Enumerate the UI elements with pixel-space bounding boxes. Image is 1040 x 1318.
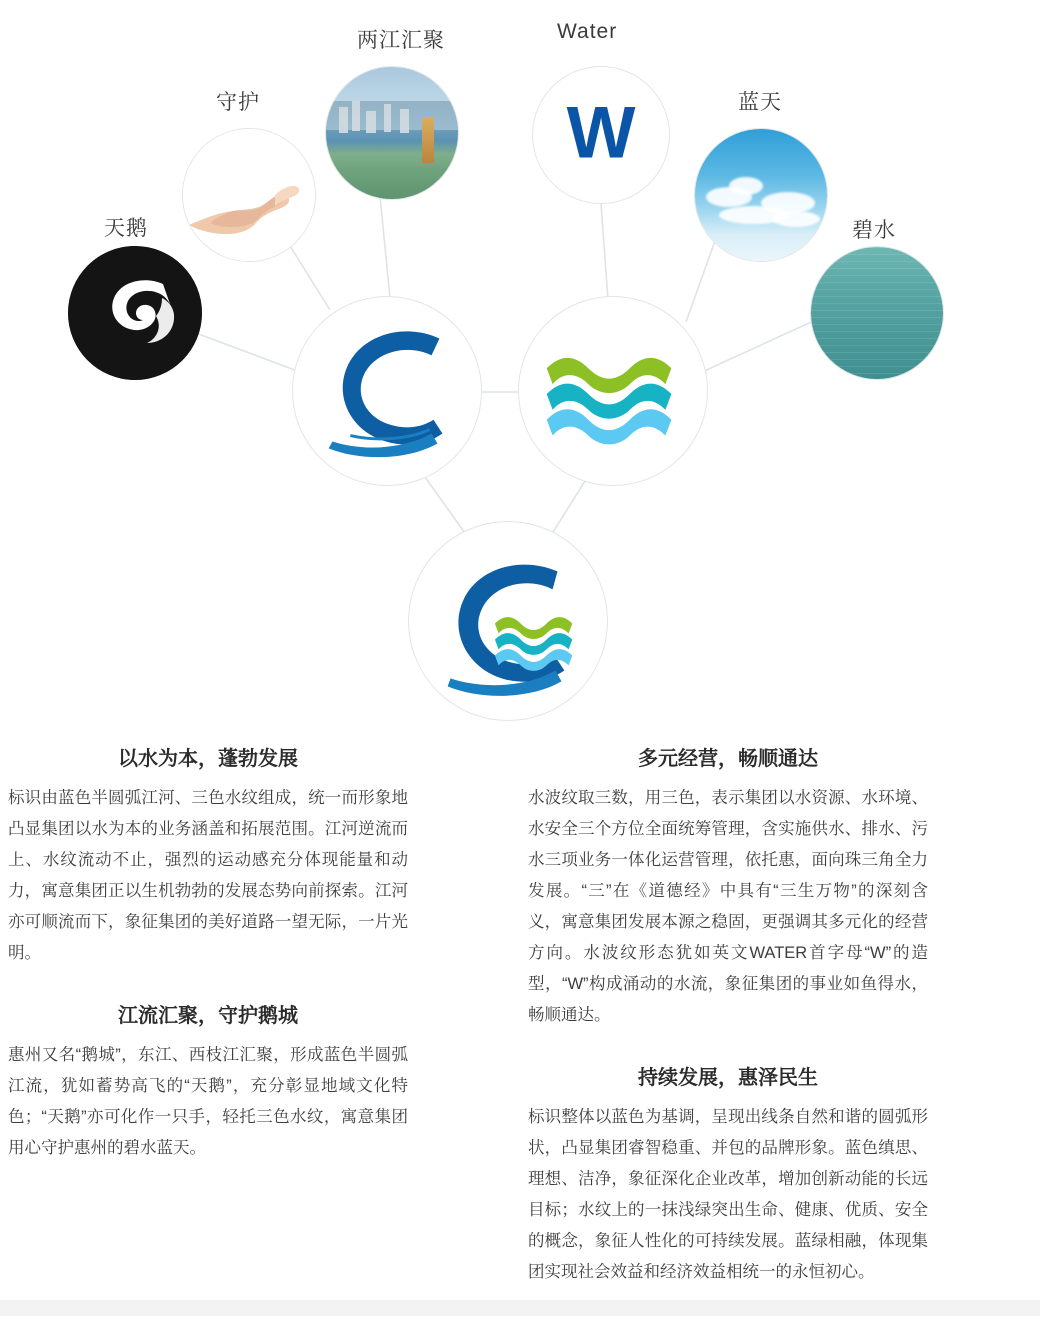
label-swan: 天鹅 (104, 217, 148, 240)
left-column (8, 742, 408, 1318)
letter-w-icon (533, 66, 669, 204)
label-blue-sky: 蓝天 (738, 91, 782, 114)
swan-icon (68, 246, 202, 380)
clear-water-node (810, 246, 944, 380)
combined-logo-icon (409, 521, 607, 721)
protecting-hand-node (182, 128, 316, 262)
text-block (8, 742, 408, 969)
hand-icon (183, 129, 316, 262)
text-block (528, 1061, 928, 1288)
letter-w-node (532, 66, 670, 204)
text-block (8, 999, 408, 1164)
label-clear-water: 碧水 (852, 219, 896, 242)
label-water: Water (557, 20, 618, 43)
tower-icon (422, 117, 434, 163)
right-column (528, 742, 928, 1318)
label-guard: 守护 (216, 91, 260, 114)
swan-emblem-node (68, 246, 202, 380)
letter-w-glyph: W (566, 92, 636, 174)
two-rivers-city-node (325, 66, 459, 200)
block-body: 惠州又名“鹅城”，东江、西枝江汇聚，形成蓝色半圆弧江流，犹如蓄势高飞的“天鹅”，充分彰显地域文化特色；“天鹅”亦可化作一只手，轻托三色水纹，寓意集团用心守护惠州的碧水蓝天。 (8, 1046, 408, 1157)
block-body: 水波纹取三数，用三色，表示集团以水资源、水环境、水安全三个方位全面统筹管理，含实施供水、排水、污水三项业务一体化运营管理，依托惠，面向珠三角全力发展。“三”在《道德经》中具有“三生万物”的深刻含义，寓意集团发展本源之稳固，更强调其多元化的经营方向。水波纹形态犹如英文WATER首字母“W”的造型，“W”构成涌动的水流，象征集团的事业如鱼得水，畅顺通达。 (528, 789, 928, 1024)
block-title: 江流汇聚，守护鹅城 (118, 1005, 298, 1027)
city-photo (326, 67, 458, 199)
blue-sky-node (694, 128, 828, 262)
blue-arc-node (292, 296, 482, 486)
description-section (0, 742, 1040, 1318)
block-title: 以水为本，蓬勃发展 (118, 748, 298, 770)
block-title: 多元经营，畅顺通达 (638, 748, 818, 770)
combined-logo-node (408, 521, 608, 721)
blue-arc-icon (293, 296, 481, 486)
water-photo (811, 247, 943, 379)
three-color-wave-node (518, 296, 708, 486)
text-block (528, 742, 928, 1031)
footer-strip (0, 1300, 1040, 1316)
block-title: 持续发展，惠泽民生 (638, 1067, 818, 1089)
block-body: 标识由蓝色半圆弧江河、三色水纹组成，统一而形象地凸显集团以水为本的业务涵盖和拓展范围。江河逆流而上、水纹流动不止，强烈的运动感充分体现能量和动力，寓意集团正以生机勃勃的发展态势向前探索。江河亦可顺流而下，象征集团的美好道路一望无际，一片光明。 (8, 789, 408, 962)
sky-photo (695, 129, 827, 261)
block-body: 标识整体以蓝色为基调，呈现出线条自然和谐的圆弧形状，凸显集团睿智稳重、并包的品牌形象。蓝色缜思、理想、洁净，象征深化企业改革，增加创新动能的长远目标；水纹上的一抹浅绿突出生命、健康、优质、安全的概念，象征人性化的可持续发展。蓝绿相融，体现集团实现社会效益和经济效益相统一的永恒初心。 (528, 1108, 928, 1281)
label-two-rivers: 两江汇聚 (357, 29, 445, 52)
wave-icon (519, 296, 707, 486)
